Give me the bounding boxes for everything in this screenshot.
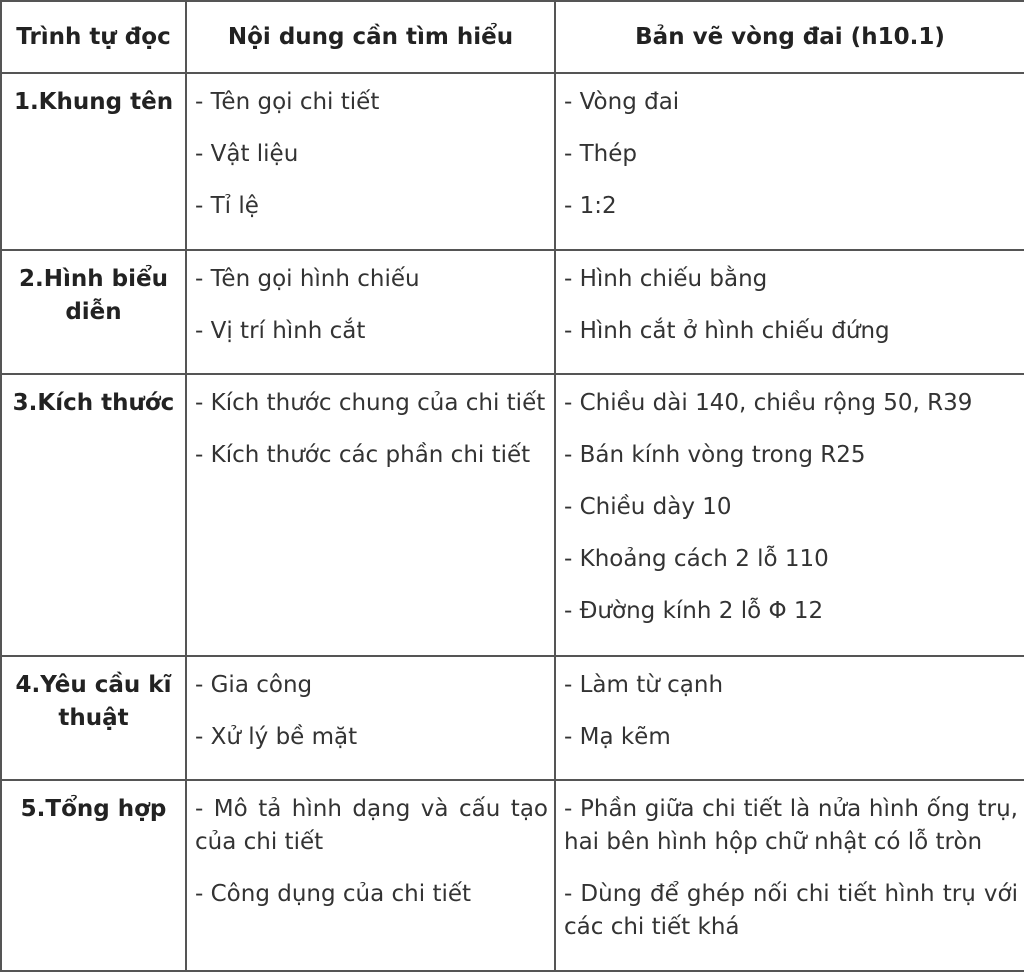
drawing-item: - Chiều dày 10 <box>564 494 732 520</box>
drawing-cell <box>555 374 1024 656</box>
drawing-item: - Đường kính 2 lỗ Φ 12 <box>564 598 824 624</box>
content-item: - Tỉ lệ <box>195 193 259 219</box>
content-item: - Tên gọi hình chiếu <box>195 266 420 292</box>
content-item: - Kích thước các phần chi tiết <box>195 442 531 468</box>
content-cell <box>186 780 555 971</box>
header-content: Nội dung cần tìm hiểu <box>186 1 555 73</box>
content-item: - Vật liệu <box>195 141 299 167</box>
drawing-item: - 1:2 <box>564 193 617 219</box>
content-item: - Kích thước chung của chi tiết <box>195 390 546 416</box>
drawing-item: - Bán kính vòng trong R25 <box>564 442 866 468</box>
drawing-item: - Hình chiếu bằng <box>564 266 768 292</box>
content-item: - Mô tả hình dạng và cấu tạo của chi tiết <box>195 796 548 855</box>
content-cell <box>186 656 555 780</box>
drawing-item: - Thép <box>564 141 637 167</box>
table-row <box>1 374 1024 656</box>
drawing-cell <box>555 73 1024 250</box>
drawing-item: - Phần giữa chi tiết là nửa hình ống trụ, hai bên hình hộp chữ nhật có lỗ tròn <box>564 796 1018 855</box>
step-title: 3.Kích thước <box>1 374 186 656</box>
drawing-item: - Hình cắt ở hình chiếu đứng <box>564 318 890 344</box>
header-row <box>1 1 1024 73</box>
step-title: 5.Tổng hợp <box>1 780 186 971</box>
drawing-cell <box>555 250 1024 374</box>
drawing-cell <box>555 780 1024 971</box>
content-item: - Vị trí hình cắt <box>195 318 366 344</box>
content-cell <box>186 73 555 250</box>
drawing-item: - Làm từ cạnh <box>564 672 724 698</box>
content-item: - Xử lý bề mặt <box>195 724 358 750</box>
table-row <box>1 780 1024 971</box>
drawing-item: - Chiều dài 140, chiều rộng 50, R39 <box>564 390 973 416</box>
table-row <box>1 250 1024 374</box>
table-row <box>1 656 1024 780</box>
step-title: 4.Yêu cầu kĩ thuật <box>1 656 186 780</box>
drawing-cell <box>555 656 1024 780</box>
step-title: 1.Khung tên <box>1 73 186 250</box>
drawing-item: - Vòng đai <box>564 89 680 115</box>
content-item: - Công dụng của chi tiết <box>195 881 472 907</box>
content-cell <box>186 250 555 374</box>
drawing-item: - Mạ kẽm <box>564 724 671 750</box>
drawing-item: - Dùng để ghép nối chi tiết hình trụ với các chi tiết khá <box>564 881 1018 940</box>
content-cell <box>186 374 555 656</box>
step-title: 2.Hình biểu diễn <box>1 250 186 374</box>
header-reading-order: Trình tự đọc <box>1 1 186 73</box>
table-row <box>1 73 1024 250</box>
drawing-item: - Khoảng cách 2 lỗ 110 <box>564 546 829 572</box>
content-item: - Gia công <box>195 672 313 698</box>
header-drawing: Bản vẽ vòng đai (h10.1) <box>555 1 1024 73</box>
content-item: - Tên gọi chi tiết <box>195 89 380 115</box>
